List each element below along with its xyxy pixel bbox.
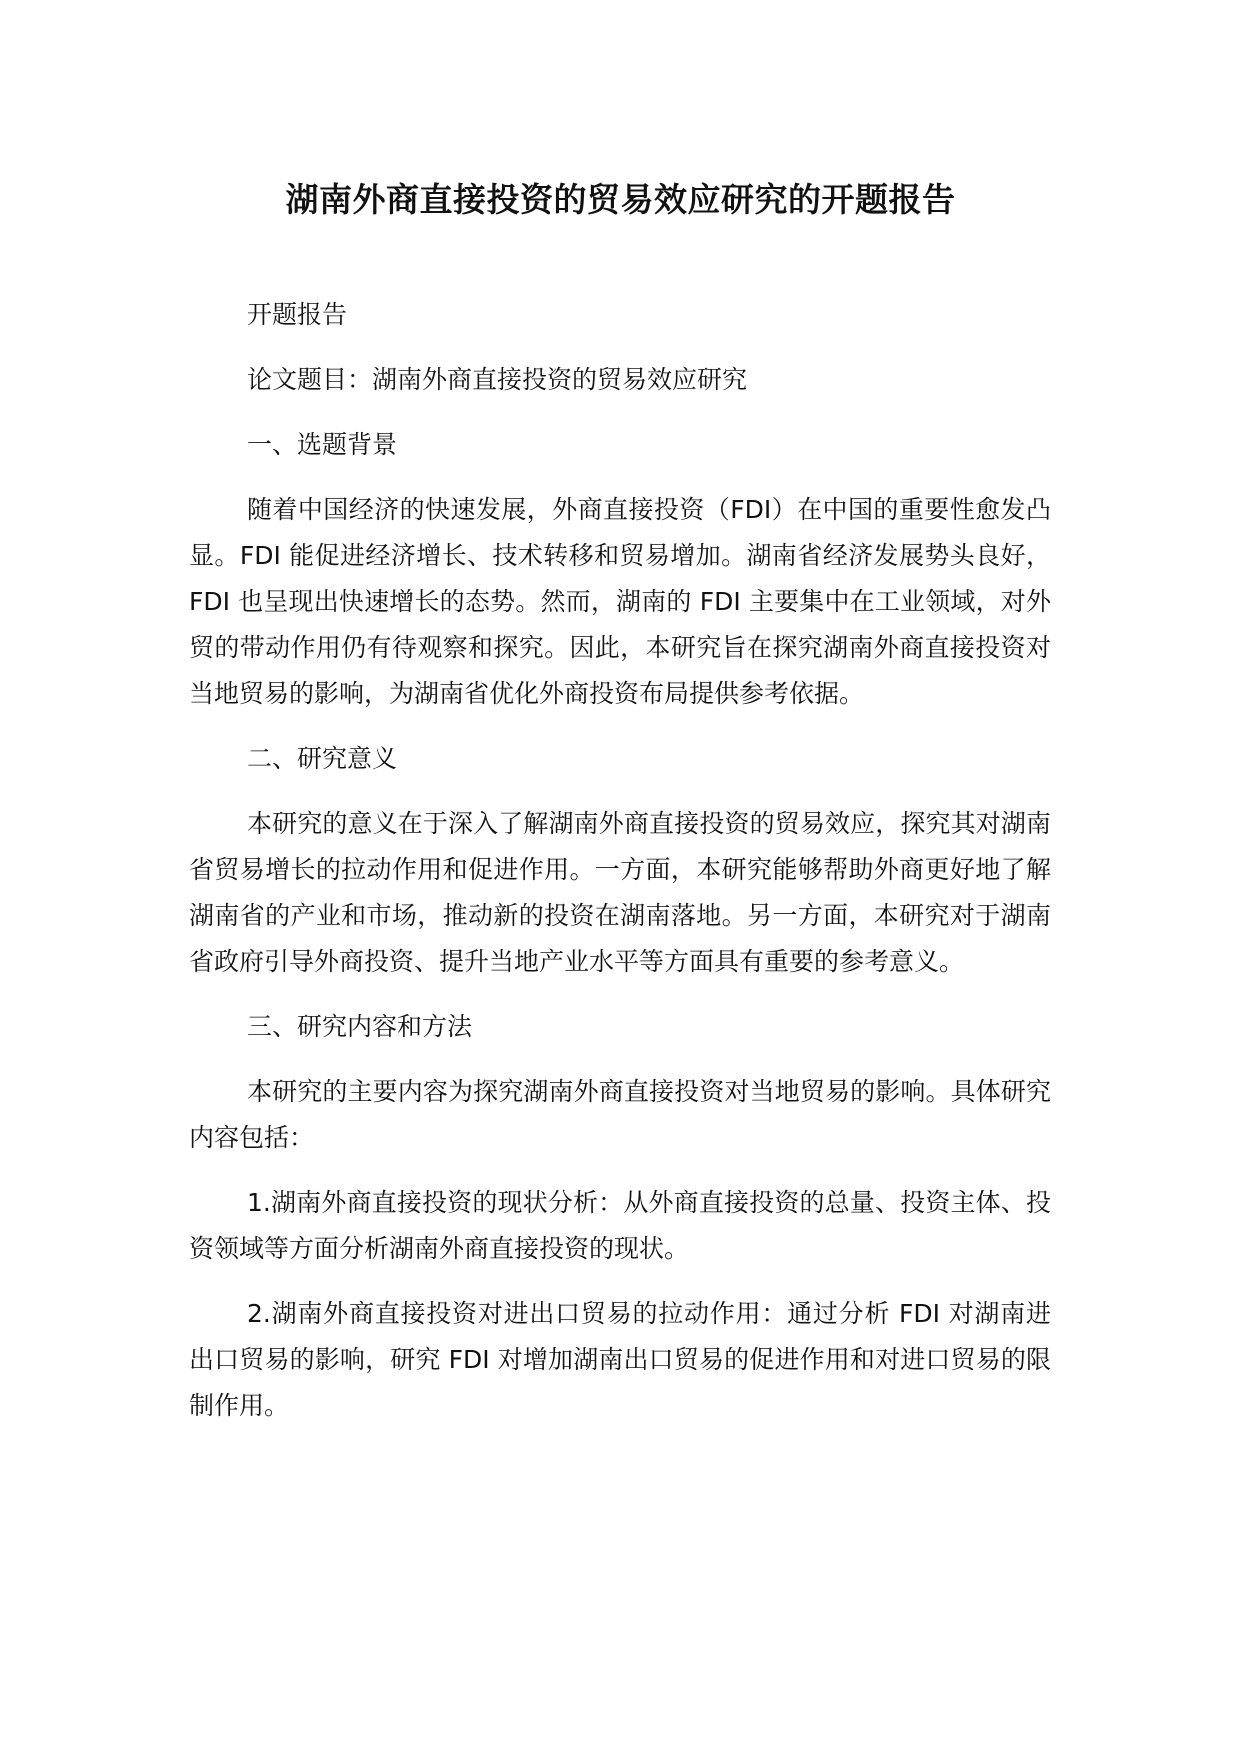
list-item-1: 1.湖南外商直接投资的现状分析：从外商直接投资的总量、投资主体、投资领域等方面分析湖南外商直接投资的现状。 [189,1188,1051,1263]
document-body [189,292,1051,1448]
heading-background: 一、选题背景 [247,430,398,459]
list-item-2: 2.湖南外商直接投资对进出口贸易的拉动作用：通过分析 FDI 对湖南进出口贸易的影响，研究 FDI 对增加湖南出口贸易的促进作用和对进口贸易的限制作用。 [189,1299,1051,1420]
section-label-report: 开题报告 [247,300,348,329]
paragraph-content-intro: 本研究的主要内容为探究湖南外商直接投资对当地贸易的影响。具体研究内容包括： [189,1077,1051,1152]
paragraph-background: 随着中国经济的快速发展，外商直接投资（FDI）在中国的重要性愈发凸显。FDI 能促进经济增长、技术转移和贸易增加。湖南省经济发展势头良好，FDI 也呈现出快速增长的态势。然而，湖南的 FDI 主要集中在工业领域，对外贸的带动作用仍有待观察和探究。因此，本研究旨在探究湖南外商直接投资对当地贸易的影响，为湖南省优化外商投资布局提供参考依据。 [189,495,1051,708]
thesis-title-line: 论文题目：湖南外商直接投资的贸易效应研究 [247,365,748,394]
paragraph-significance: 本研究的意义在于深入了解湖南外商直接投资的贸易效应，探究其对湖南省贸易增长的拉动作用和促进作用。一方面，本研究能够帮助外商更好地了解湖南省的产业和市场，推动新的投资在湖南落地。另一方面，本研究对于湖南省政府引导外商投资、提升当地产业水平等方面具有重要的参考意义。 [189,809,1051,976]
document-title: 湖南外商直接投资的贸易效应研究的开题报告 [285,180,956,219]
heading-content-methods: 三、研究内容和方法 [247,1012,473,1041]
heading-significance: 二、研究意义 [247,744,398,773]
